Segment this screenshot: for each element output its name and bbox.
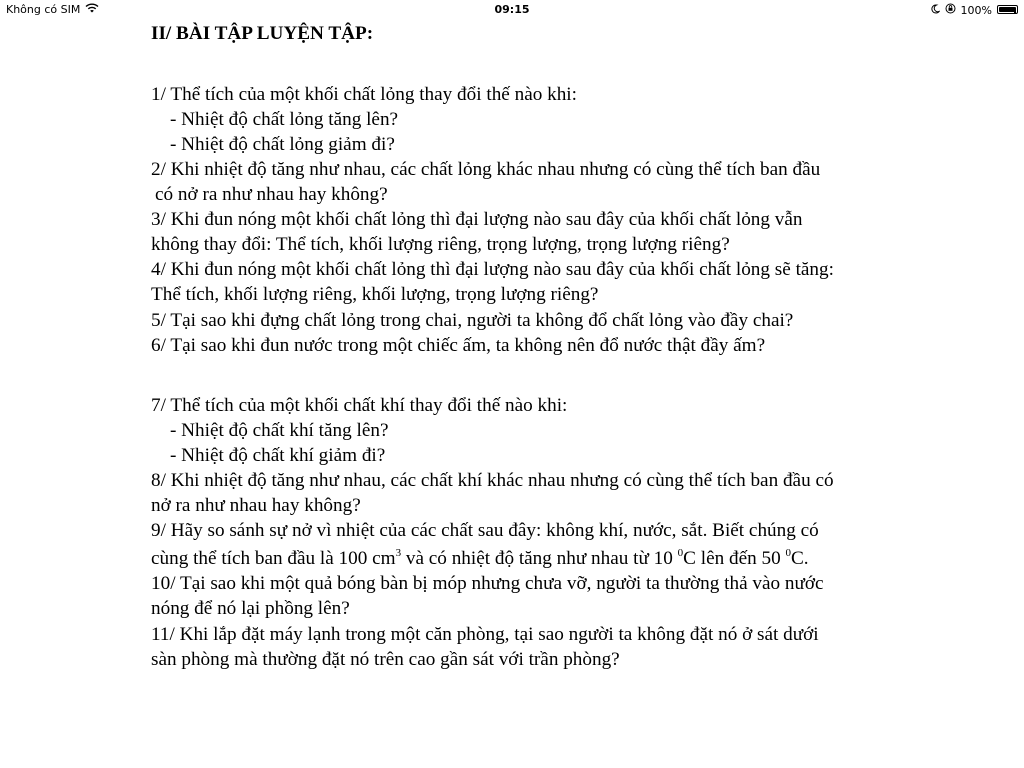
- question-7-item-a: - Nhiệt độ chất khí tăng lên?: [170, 420, 389, 441]
- status-right: [930, 3, 1018, 17]
- question-4-line-2: Thể tích, khối lượng riêng, khối lượng, trọng lượng riêng?: [151, 284, 599, 305]
- battery-icon: [997, 4, 1018, 17]
- question-8-line-1: 8/ Khi nhiệt độ tăng như nhau, các chất khí khác nhau nhưng có cùng thể tích ban đầu có: [151, 470, 834, 491]
- question-7: 7/ Thể tích của một khối chất khí thay đổi thế nào khi:: [151, 395, 568, 416]
- question-10-line-1: 10/ Tại sao khi một quả bóng bàn bị móp nhưng chưa vỡ, người ta thường thả vào nước: [151, 573, 824, 594]
- orientation-lock-icon: [945, 3, 956, 17]
- page-title: II/ BÀI TẬP LUYỆN TẬP:: [151, 23, 374, 44]
- q9-text-c: C lên đến 50: [683, 548, 786, 569]
- question-9-line-2: [151, 547, 809, 571]
- question-9-line-1: 9/ Hãy so sánh sự nở vì nhiệt của các chất sau đây: không khí, nước, sắt. Biết chúng có: [151, 520, 819, 541]
- question-3-line-2: không thay đổi: Thể tích, khối lượng riêng, trọng lượng, trọng lượng riêng?: [151, 234, 730, 255]
- question-4-line-1: 4/ Khi đun nóng một khối chất lỏng thì đại lượng nào sau đây của khối chất lỏng sẽ tăng:: [151, 259, 834, 280]
- question-11-line-2: sàn phòng mà thường đặt nó trên cao gần sát với trần phòng?: [151, 649, 620, 670]
- q9-text-a: cùng thể tích ban đầu là 100 cm: [151, 548, 396, 569]
- q9-text-b: và có nhiệt độ tăng như nhau từ 10: [401, 548, 678, 569]
- question-11-line-1: 11/ Khi lắp đặt máy lạnh trong một căn phòng, tại sao người ta không đặt nó ở sát dưới: [151, 624, 819, 645]
- status-bar: [0, 0, 1024, 20]
- question-1-item-b: - Nhiệt độ chất lỏng giảm đi?: [170, 134, 395, 155]
- q9-superscript-degree-2: 0: [785, 547, 791, 559]
- question-2-line-2: có nở ra như nhau hay không?: [155, 184, 388, 205]
- q9-superscript-cubic: 3: [395, 547, 402, 559]
- q9-text-d: C.: [791, 548, 809, 569]
- question-2-line-1: 2/ Khi nhiệt độ tăng như nhau, các chất lỏng khác nhau nhưng có cùng thể tích ban đầu: [151, 159, 821, 180]
- moon-icon: [930, 4, 940, 17]
- question-7-item-b: - Nhiệt độ chất khí giảm đi?: [170, 445, 386, 466]
- question-8-line-2: nở ra như nhau hay không?: [151, 495, 361, 516]
- clock: 09:15: [494, 3, 530, 16]
- question-1: 1/ Thể tích của một khối chất lỏng thay đổi thế nào khi:: [151, 84, 577, 105]
- question-3-line-1: 3/ Khi đun nóng một khối chất lỏng thì đại lượng nào sau đây của khối chất lỏng vẫn: [151, 209, 803, 230]
- battery-percent: 100%: [960, 3, 992, 17]
- q9-superscript-degree-1: 0: [677, 547, 684, 559]
- question-5: 5/ Tại sao khi đựng chất lỏng trong chai, người ta không đổ chất lỏng vào đầy chai?: [151, 310, 794, 331]
- question-1-item-a: - Nhiệt độ chất lỏng tăng lên?: [170, 109, 399, 130]
- carrier-label: Không có SIM: [6, 3, 81, 16]
- question-6: 6/ Tại sao khi đun nước trong một chiếc ấm, ta không nên đổ nước thật đầy ấm?: [151, 335, 766, 356]
- question-10-line-2: nóng để nó lại phồng lên?: [151, 598, 350, 619]
